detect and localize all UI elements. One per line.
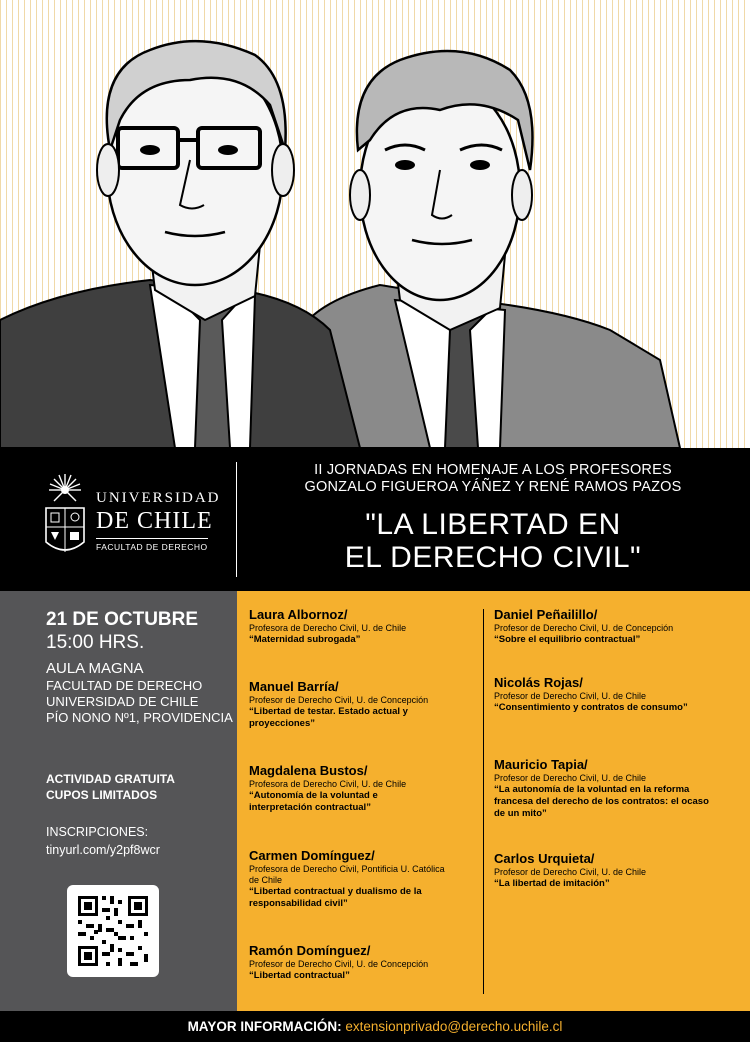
title-line-1: "LA LIBERTAD EN xyxy=(365,508,621,541)
speaker-name: Carmen Domínguez/ xyxy=(249,848,375,863)
event-venue xyxy=(46,660,233,726)
speaker-topic: “Sobre el equilibrio contractual” xyxy=(494,634,641,645)
speaker-topic: “Libertad de testar. Estado actual y proyecciones” xyxy=(249,706,408,729)
portrait-illustration xyxy=(0,0,750,448)
logo-faculty-text: FACULTAD DE DERECHO xyxy=(96,538,208,552)
venue-line-3: UNIVERSIDAD DE CHILE xyxy=(46,694,199,709)
speaker-topic: “Consentimiento y contratos de consumo” xyxy=(494,702,688,713)
speaker-name: Laura Albornoz/ xyxy=(249,607,348,622)
speaker-item xyxy=(249,607,479,646)
speakers-column-divider xyxy=(483,609,484,994)
speaker-role: Profesor de Derecho Civil, U. de Chile xyxy=(494,691,647,701)
subtitle-line-1: II JORNADAS EN HOMENAJE A LOS PROFESORES xyxy=(314,462,672,478)
speaker-topic: “Maternidad subrogada” xyxy=(249,634,361,645)
event-title xyxy=(248,508,738,574)
speaker-item xyxy=(249,848,479,910)
speaker-role: Profesora de Derecho Civil, U. de Chile xyxy=(249,623,407,633)
left-man-portrait xyxy=(0,41,360,448)
speaker-role: Profesor de Derecho Civil, U. de Chile xyxy=(494,867,647,877)
speaker-topic: “Autonomía de la voluntad e interpretación contractual” xyxy=(249,790,378,813)
speaker-role: Profesor de Derecho Civil, U. de Concepción xyxy=(249,695,429,705)
speaker-name: Nicolás Rojas/ xyxy=(494,675,583,690)
event-time: 15:00 HRS. xyxy=(46,632,145,653)
free-line-1: ACTIVIDAD GRATUITA xyxy=(46,772,175,786)
speaker-topic: “La autonomía de la voluntad en la reforma francesa del derecho de los contratos: el ocaso de un mito” xyxy=(494,784,709,819)
speaker-topic: “Libertad contractual” xyxy=(249,970,350,981)
speaker-name: Daniel Peñailillo/ xyxy=(494,607,598,622)
venue-line-4: PÍO NONO Nº1, PROVIDENCIA xyxy=(46,710,233,725)
speaker-name: Ramón Domínguez/ xyxy=(249,943,371,958)
right-man-portrait xyxy=(290,51,680,448)
contact-label: MAYOR INFORMACIÓN: xyxy=(187,1019,342,1034)
banner-divider xyxy=(236,462,237,577)
title-banner xyxy=(0,448,750,591)
speaker-role: Profesor de Derecho Civil, U. de Chile xyxy=(494,773,647,783)
venue-line-1: AULA MAGNA xyxy=(46,660,144,677)
speaker-name: Magdalena Bustos/ xyxy=(249,763,368,778)
subtitle-line-2: GONZALO FIGUEROA YÁÑEZ Y RENÉ RAMOS PAZOS xyxy=(304,479,682,495)
event-info-panel xyxy=(0,591,237,1011)
speaker-item xyxy=(249,943,479,982)
speaker-item xyxy=(494,757,719,820)
signup-label: INSCRIPCIONES: xyxy=(46,825,149,839)
signup-link[interactable]: tinyurl.com/y2pf8wcr xyxy=(46,843,160,857)
venue-line-2: FACULTAD DE DERECHO xyxy=(46,678,203,693)
event-subtitle xyxy=(248,462,738,496)
qr-code[interactable] xyxy=(67,885,159,977)
two-professors-drawing xyxy=(0,0,750,448)
speaker-role: Profesor de Derecho Civil, U. de Concepción xyxy=(249,959,429,969)
speaker-item xyxy=(249,763,424,814)
speaker-name: Mauricio Tapia/ xyxy=(494,757,588,772)
logo-chile-text: DE CHILE xyxy=(96,508,213,534)
qr-code-icon xyxy=(67,885,159,977)
speaker-role: Profesora de Derecho Civil, U. de Chile xyxy=(249,779,407,789)
logo-university-text: UNIVERSIDAD xyxy=(96,490,221,506)
free-activity-notice xyxy=(46,771,175,803)
university-crest-icon xyxy=(40,472,90,562)
title-line-2: EL DERECHO CIVIL" xyxy=(344,541,642,574)
contact-email-link[interactable]: extensionprivado@derecho.uchile.cl xyxy=(345,1019,563,1034)
speaker-item xyxy=(249,679,474,730)
university-logo xyxy=(40,472,220,567)
speaker-role: Profesora de Derecho Civil, Pontificia U. Católica de Chile xyxy=(249,864,445,885)
speaker-name: Manuel Barría/ xyxy=(249,679,339,694)
speaker-name: Carlos Urquieta/ xyxy=(494,851,595,866)
speakers-panel xyxy=(237,591,750,1011)
speaker-item xyxy=(494,607,724,646)
speaker-topic: “La libertad de imitación” xyxy=(494,878,610,889)
event-date: 21 DE OCTUBRE xyxy=(46,609,199,630)
signup-info xyxy=(46,823,160,859)
contact-footer xyxy=(0,1011,750,1042)
speaker-item xyxy=(494,675,694,714)
speaker-topic: “Libertad contractual y dualismo de la responsabilidad civil” xyxy=(249,886,422,909)
speaker-role: Profesor de Derecho Civil, U. de Concepción xyxy=(494,623,674,633)
speaker-item xyxy=(494,851,719,890)
free-line-2: CUPOS LIMITADOS xyxy=(46,788,158,802)
